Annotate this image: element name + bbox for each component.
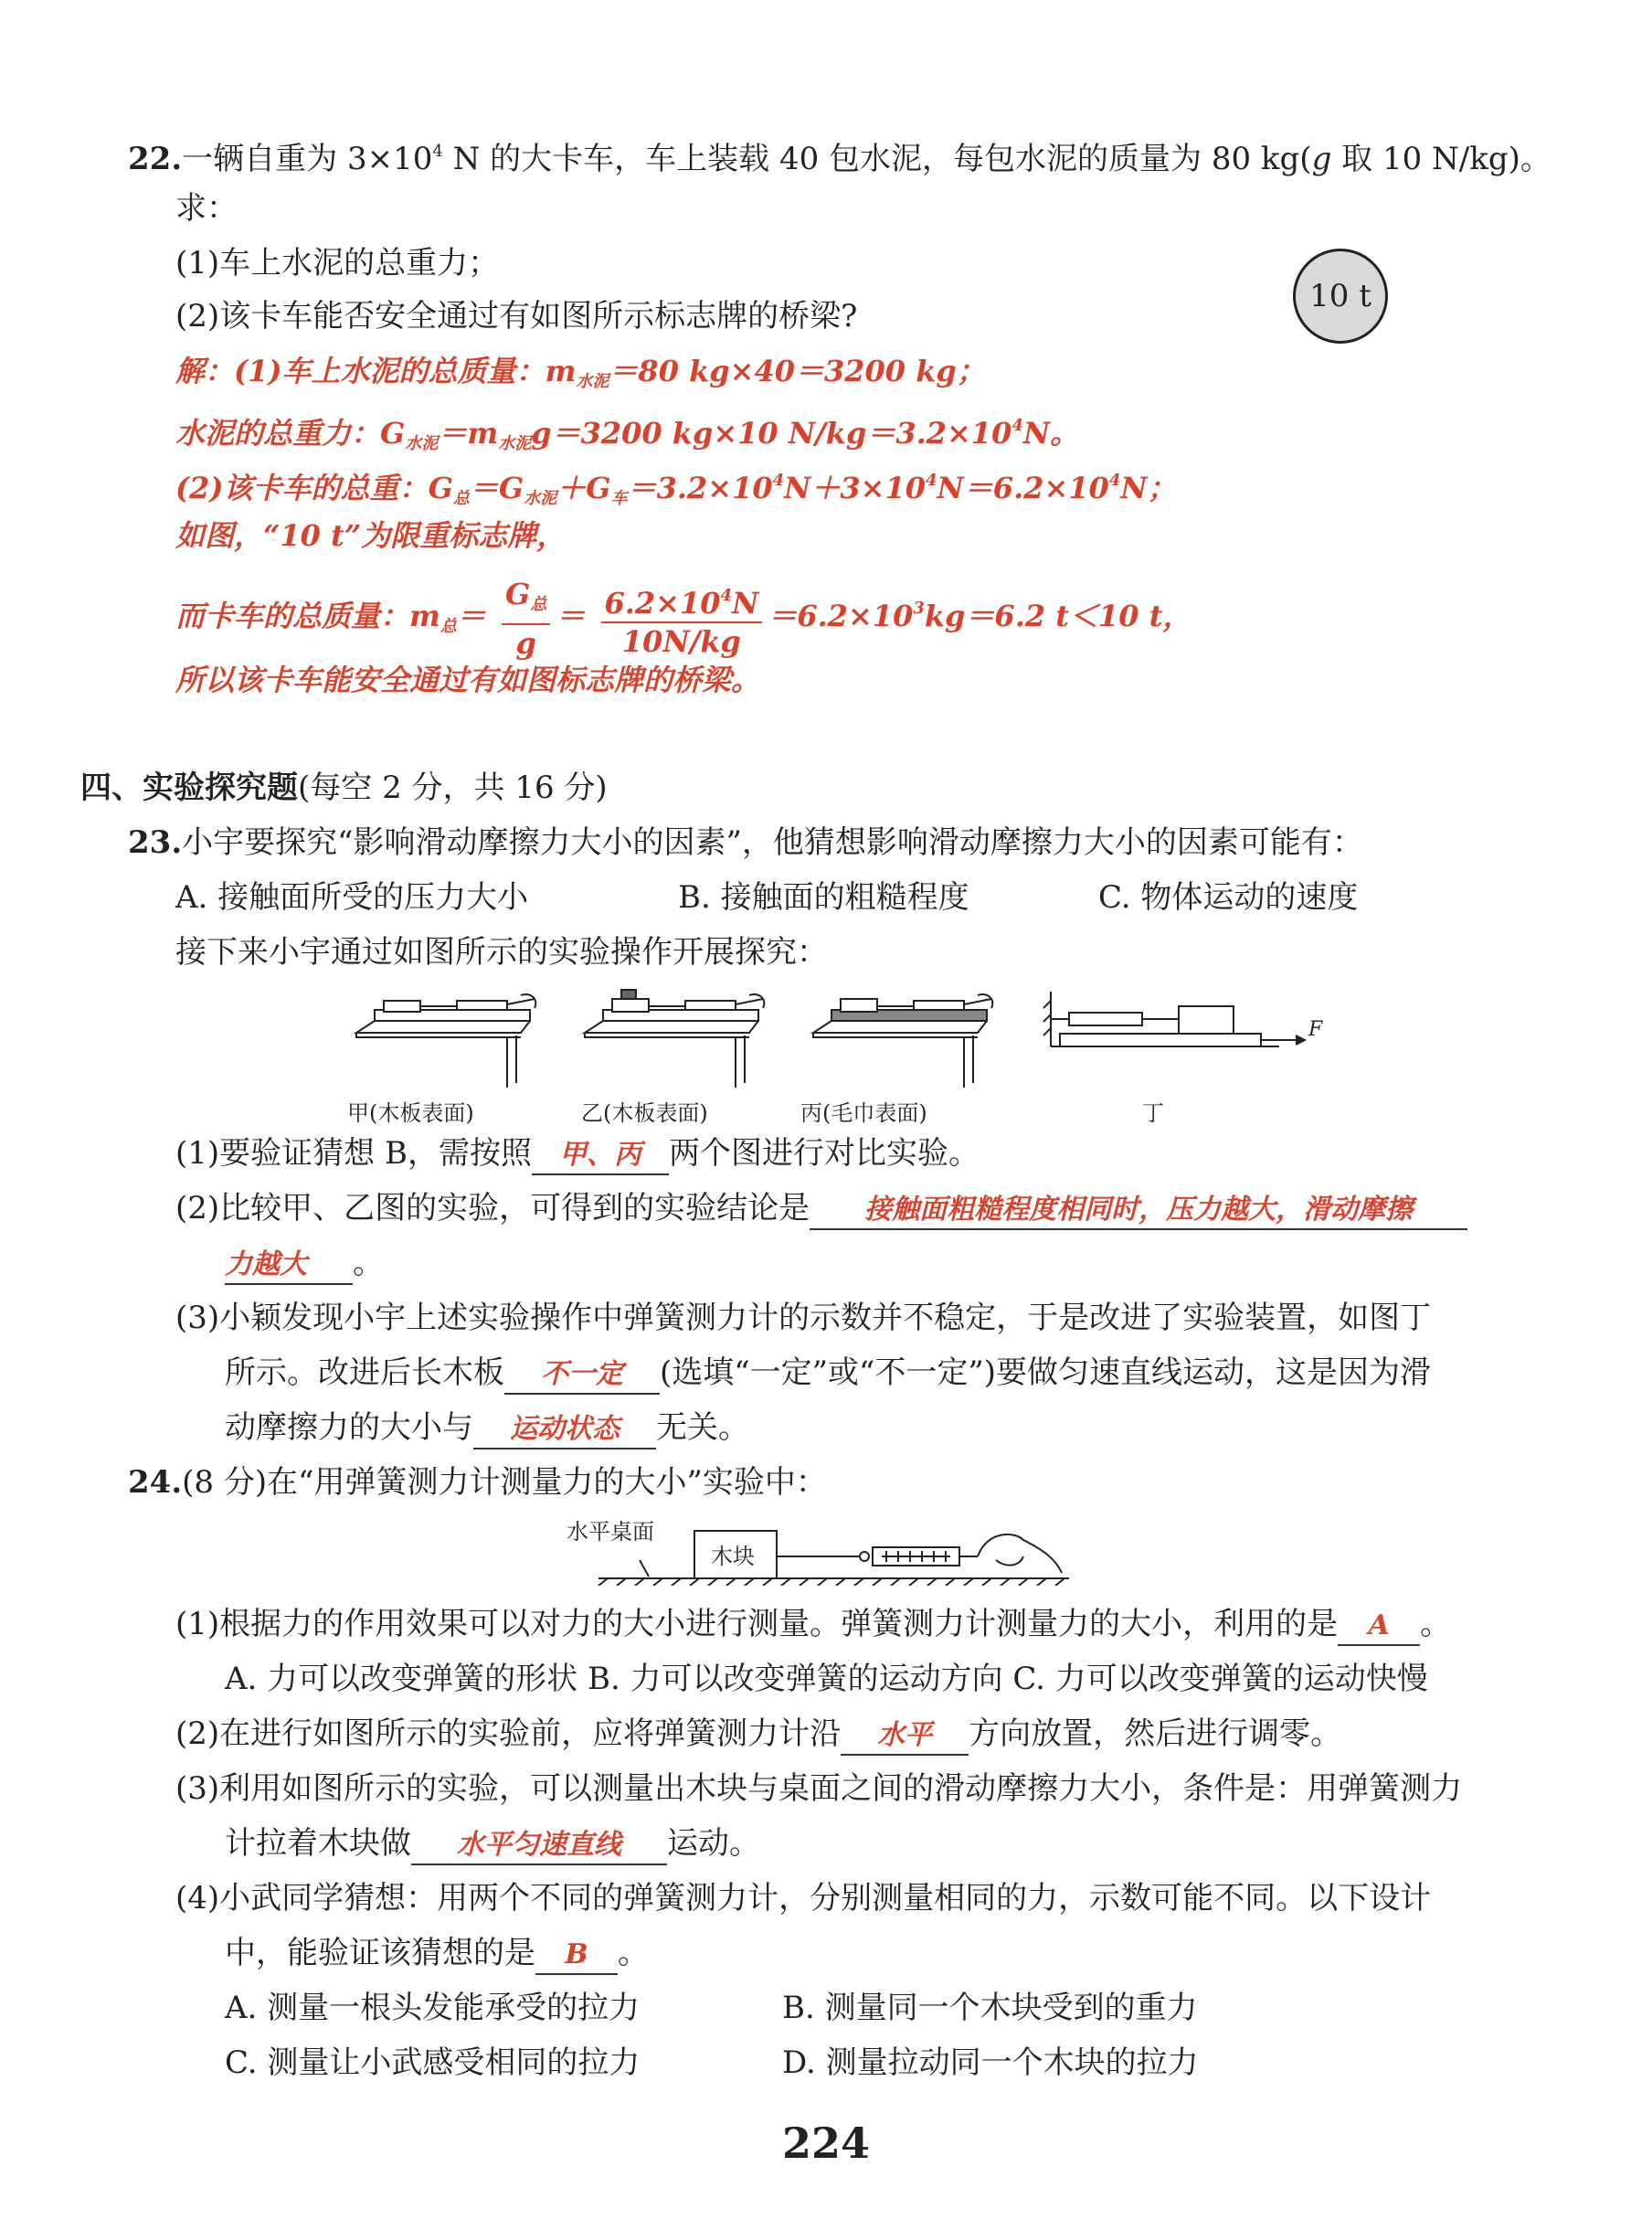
caption-yi: 乙(木板表面)	[581, 1100, 708, 1126]
q24-option-a: A. 测量一根头发能承受的拉力	[225, 1990, 641, 2026]
force-label: F	[1308, 1018, 1323, 1041]
q23-sub2: (2)比较甲、乙图的实验，可得到的实验结论是 接触面粗糙程度相同时，压力越大，滑动摩擦	[175, 1188, 1467, 1230]
q24-sub4-line1: (4)小武同学猜想：用两个不同的弹簧测力计，分别测量相同的力，示数可能不同。以下设计	[175, 1880, 1432, 1917]
q24-option-b: B. 测量同一个木块受到的重力	[782, 1990, 1198, 2026]
q22-solution-line5: 而卡车的总质量：$m_总=$ $\frac{G_总}{g}$ ＝ $\frac{6.2\times 10^4N}{10N/kg}$ $=6.2\times 10^3kg=6.2$ t＜10 t，	[175, 576, 1192, 661]
q24-blank3[interactable]: 水平匀速直线	[411, 1825, 667, 1865]
q22-solution-line4: 如图，“10 t”为限重标志牌，	[175, 518, 567, 553]
section4-heading: 四、实验探究题(每空 2 分，共 16 分)	[80, 770, 608, 806]
q23-option-c: C. 物体运动的速度	[1098, 879, 1359, 916]
q24-sub4-line2: 中，能验证该猜想的是 B 。	[225, 1933, 649, 1975]
q24-option-d: D. 测量拉动同一个木块的拉力	[782, 2044, 1199, 2081]
fraction-g-total-over-g: $\frac{G_总}{g}$	[502, 576, 550, 662]
q23-sub3-line2: 所示。改进后长木板 不一定 (选填“一定”或“不一定”)要做匀速直线运动，这是因为滑	[225, 1353, 1431, 1395]
q23-blank3[interactable]: 不一定	[504, 1354, 660, 1395]
q22-sub1: (1)车上水泥的总重力；	[175, 245, 500, 281]
figure-bing	[813, 994, 992, 1088]
figure-ding	[1043, 992, 1305, 1046]
figure-yi	[585, 990, 764, 1088]
q23-sub3-line3: 动摩擦力的大小与 运动状态 无关。	[225, 1407, 749, 1450]
q23-sub3-line1: (3)小颖发现小宇上述实验操作中弹簧测力计的示数并不稳定，于是改进了实验装置，如图丁	[175, 1300, 1432, 1336]
weight-limit-sign	[1293, 249, 1388, 344]
q24-sub2: (2)在进行如图所示的实验前，应将弹簧测力计沿 水平 方向放置，然后进行调零。	[175, 1714, 1341, 1756]
q22-solution-line6: 所以该卡车能安全通过有如图标志牌的桥梁。	[175, 663, 761, 697]
page-number: 224	[781, 2118, 871, 2168]
q22-sub2: (2)该卡车能否安全通过有如图所示标志牌的桥梁?	[175, 298, 858, 334]
q22-stem-line1: 22.一辆自重为 $3\times 10^4$ N 的大卡车，车上装载 40 包水泥，每包水泥的质量为 80 kg(g 取 10 N/kg)。	[128, 141, 1551, 177]
figure-jia	[356, 994, 535, 1088]
q22-solution-line1: 解：(1)车上水泥的总质量：$m_{水泥}=80$ kg×40＝3200 kg；	[175, 354, 986, 391]
q24-option-c: C. 测量让小武感受相同的拉力	[225, 2044, 641, 2081]
q23-blank1[interactable]: 甲、丙	[532, 1135, 669, 1175]
experiment-figures	[347, 982, 1343, 1092]
q22-solution-line2: 水泥的总重力：$G_{水泥}=m_{水泥}g=3200$ kg×10 $N/kg=3.2\times 10^4N$。	[175, 416, 1080, 453]
q24-blank2[interactable]: 水平	[841, 1715, 969, 1756]
q22-solution-line3: (2)该卡车的总重：$G_总=G_{水泥}+G_车=3.2\times 10^4N+3\times 10^4N=6.2\times 10^4N$；	[175, 471, 1177, 508]
caption-jia: 甲(木板表面)	[347, 1100, 474, 1126]
q24-blank1[interactable]: A	[1338, 1606, 1420, 1646]
q22-number: 22.	[128, 141, 183, 177]
q24-sub3-line2: 计拉着木块做 水平匀速直线 运动。	[225, 1823, 760, 1865]
q23-blank2[interactable]: 接触面粗糙程度相同时，压力越大，滑动摩擦	[810, 1190, 1467, 1230]
weight-limit-sign-text: 10 t	[1309, 278, 1371, 314]
spring-scale-figure	[594, 1513, 1087, 1586]
fraction-weight-over-g: $\frac{6.2\times 10^4N}{10N/kg}$	[601, 578, 763, 660]
caption-bing: 丙(毛巾表面)	[800, 1100, 927, 1126]
q23-blank2-cont[interactable]: 力越大	[225, 1245, 353, 1285]
q23-option-a: A. 接触面所受的压力大小	[175, 879, 529, 916]
q23-blank4[interactable]: 运动状态	[473, 1409, 656, 1450]
q23-option-b: B. 接触面的粗糙程度	[678, 879, 969, 916]
q23-sub2-cont: 力越大 。	[225, 1243, 384, 1285]
q23-stem: 23.小宇要探究“影响滑动摩擦力大小的因素”，他猜想影响滑动摩擦力大小的因素可能有：	[128, 824, 1363, 861]
q24-stem: 24.(8 分)在“用弹簧测力计测量力的大小”实验中：	[128, 1464, 827, 1501]
q22-stem-line2: 求：	[175, 190, 238, 227]
q24-sub3-line1: (3)利用如图所示的实验，可以测量出木块与桌面之间的滑动摩擦力大小，条件是：用弹簧测力	[175, 1770, 1463, 1807]
q24-blank4[interactable]: B	[535, 1935, 618, 1975]
caption-ding: 丁	[1142, 1100, 1164, 1126]
label-horizontal-table: 水平桌面	[567, 1519, 654, 1545]
label-wooden-block: 木块	[711, 1544, 755, 1569]
pointer-line	[640, 1560, 649, 1577]
q24-sub1-options: A. 力可以改变弹簧的形状 B. 力可以改变弹簧的运动方向 C. 力可以改变弹簧的运动快慢	[225, 1661, 1428, 1697]
q23-sub1: (1)要验证猜想 B，需按照 甲、丙 两个图进行对比实验。	[175, 1133, 980, 1175]
q23-intro: 接下来小宇通过如图所示的实验操作开展探究：	[175, 934, 828, 971]
q24-sub1: (1)根据力的作用效果可以对力的大小进行测量。弹簧测力计测量力的大小，利用的是 A 。	[175, 1604, 1451, 1646]
